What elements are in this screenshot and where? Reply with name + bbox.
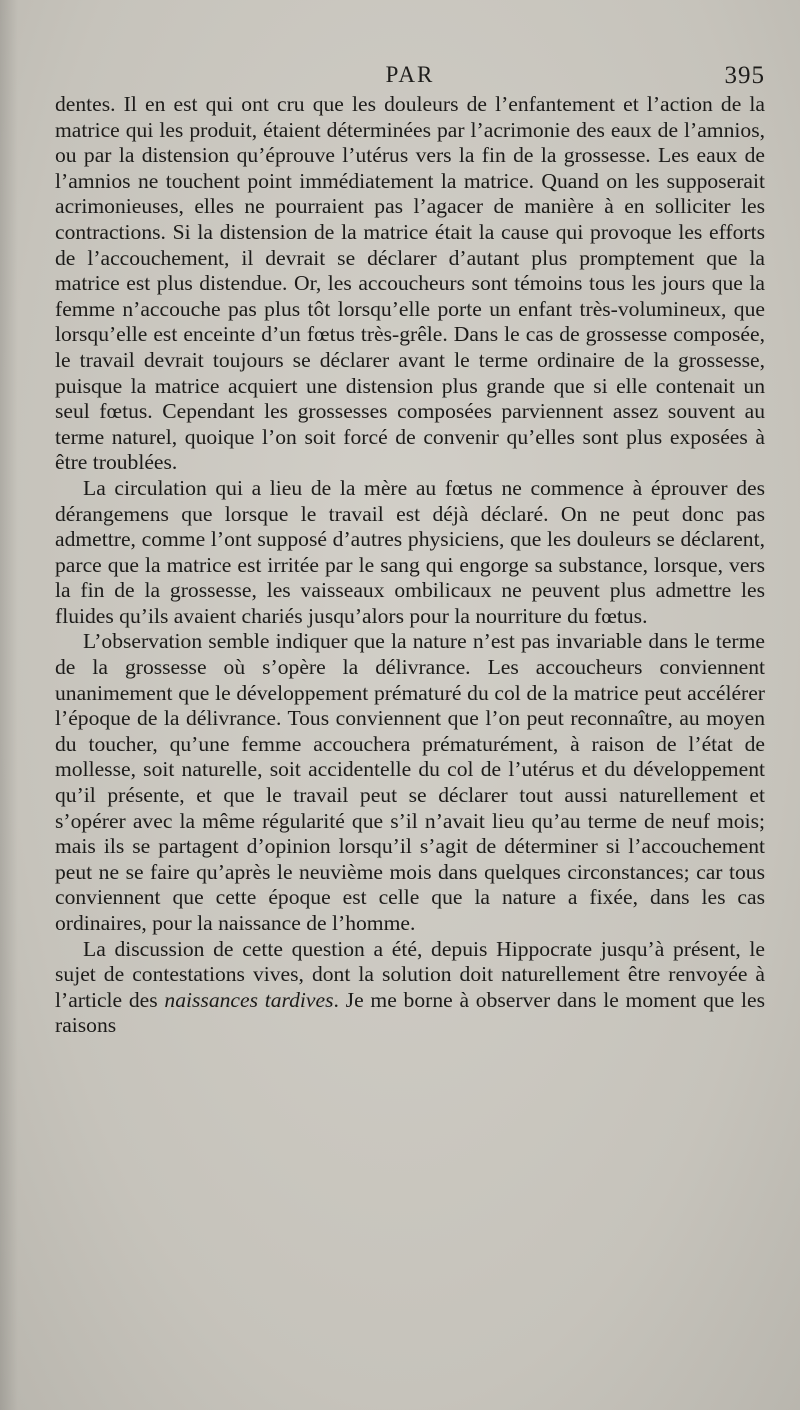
italic-term: naissances tardives [164,987,334,1012]
page-number: 395 [724,62,765,89]
paragraph-2: La circulation qui a lieu de la mère au fœtus ne commence à éprouver des dérangemens que lorsque le travail est déjà déclaré. On ne peut donc pas admettre, comme l’ont supposé d’autres physiciens, que les douleurs se déclarent, parce que la matrice est irritée par le sang qui engorge sa substance, lorsque, vers la fin de la grossesse, les vaisseaux ombilicaux ne peuvent plus admettre les fluides qu’ils avaient chariés jusqu’alors pour la nourriture du fœtus. [55,475,765,628]
running-title: PAR [385,62,435,87]
paragraph-3: L’observation semble indiquer que la nature n’est pas invariable dans le terme de la grossesse où s’opère la délivrance. Les accoucheurs conviennent unanimement que le développement prématuré du col de la matrice peut accélérer l’époque de la délivrance. Tous conviennent que l’on peut reconnaître, au moyen du toucher, qu’une femme accouchera prématurément, à raison de l’état de mollesse, soit naturelle, soit accidentelle du col de l’utérus et du développement qu’il présente, et que le travail peut se déclarer tout aussi naturellement et s’opérer avec la même régularité que s’il n’avait lieu qu’au terme de neuf mois; mais ils se partagent d’opinion lorsqu’il s’agit de déterminer si l’accouchement peut ne se faire qu’après le neuvième mois dans quelques circonstances; car tous conviennent que cette époque est celle que la nature a fixée, dans les cas ordinaires, pour la naissance de l’homme. [55,629,765,935]
paragraph-4-start: La discussion de cette question a été, depuis Hippocrate jusqu’à présent, le sujet de contestations vives, dont la solution doit naturellement être renvoyée à l’article des [55,936,765,1012]
body-text [55,92,765,1039]
paragraph-4 [55,937,765,1039]
paragraph-1: dentes. Il en est qui ont cru que les douleurs de l’enfantement et l’action de la matrice qui les produit, étaient déterminées par l’acrimonie des eaux de l’amnios, ou par la distension qu’éprouve l’utérus vers la fin de la grossesse. Les eaux de l’amnios ne touchent point immédiatement la matrice. Quand on les supposerait acrimonieuses, elles ne pourraient pas l’agacer de manière à en solliciter les contractions. Si la distension de la matrice était la cause qui provoque les efforts de l’accouchement, il devrait se déclarer d’autant plus promptement que la matrice est plus distendue. Or, les accoucheurs sont témoins tous les jours que la femme n’accouche pas plus tôt lorsqu’elle porte un enfant très-volumineux, que lorsqu’elle est enceinte d’un fœtus très-grêle. Dans le cas de grossesse composée, le travail devrait toujours se déclarer avant le terme ordinaire de la grossesse, puisque la matrice acquiert une distension plus grande que si elle contenait un seul fœtus. Cependant les grossesses composées parviennent assez souvent au terme naturel, quoique l’on soit forcé de convenir qu’elles sont plus exposées à être troublées. [55,92,765,475]
paragraph-4-end: . Je me borne à observer dans le moment que les raisons [55,987,765,1038]
page-fold-shadow [0,0,18,1410]
page-header [55,60,765,94]
